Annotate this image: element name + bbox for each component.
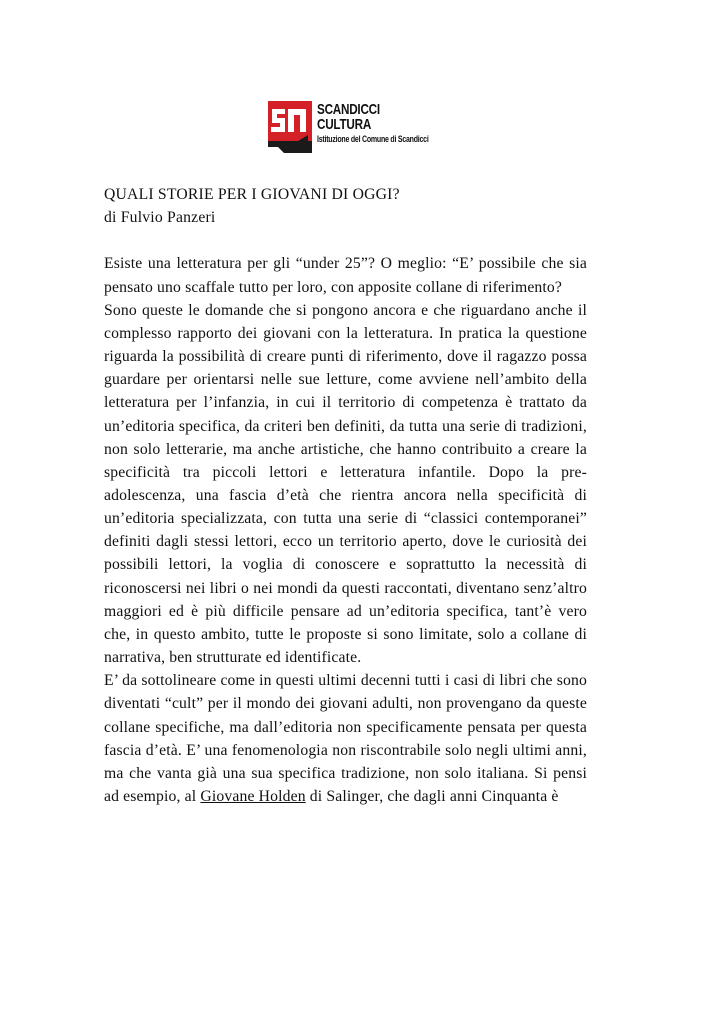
book-title-link[interactable]: Giovane Holden [200,788,306,806]
spacer [104,229,587,252]
logo-name-line2: CULTURA [317,116,372,133]
scandicci-cultura-logo-mark-icon [268,101,312,153]
paragraph-3-text-before: E’ da sottolineare come in questi ultimi decenni tutti i casi di libri che sono diventati “cult” per il mondo dei giovani adulti, non provengano da queste collane specifiche, ma dall’editoria non specificamente pensata per questa fascia d’età. E’ una fenomenologia non riscontrabile solo negli ultimi anni, ma che vanta già una sua specifica tradizione, non solo italiana. Si pensi ad esempio, al [104,672,587,806]
article-body [104,183,587,808]
paragraph-3-text-after: di Salinger, che dagli anni Cinquanta è [305,788,559,806]
paragraph-2: Sono queste le domande che si pongono ancora e che riguardano anche il complesso rapporto dei giovani con la letteratura. In pratica la questione riguarda la possibilità di creare punti di riferimento, dove il ragazzo possa guardare per orientarsi nelle sue letture, come avviene nell’ambito della letteratura per l’infanzia, in cui il territorio di competenza è trattato da un’editoria specifica, da criteri ben definiti, da tutta una serie di tradizioni, non solo letterarie, ma anche artistiche, che hanno contribuito a creare la specificità tra piccoli lettori e letteratura infantile. Dopo la pre-adolescenza, una fascia d’età che rientra ancora nella specificità di un’editoria specializzata, con tutta una serie di “classici contemporanei” definiti dagli stessi lettori, ecco un territorio aperto, dove le curiosità dei possibili lettori, la voglia di conoscere e soprattutto la necessità di riconoscersi nei libri o nei mondi da questi raccontati, diventano senz’altro maggiori ed è più difficile pensare ad un’editoria specifica, tant’è vero che, in questo ambito, tutte le proposte si sono limitate, solo a collane di narrativa, ben strutturate ed identificate. [104,301,587,667]
article-author: di Fulvio Panzeri [104,209,216,227]
paragraph-3 [104,669,587,808]
article-title: QUALI STORIE PER I GIOVANI DI OGGI? [104,186,400,203]
logo-text [317,102,429,145]
paragraph-1: Esiste una letteratura per gli “under 25”? O meglio: “E’ possibile che sia pensato uno scaffale tutto per loro, con apposite collane di riferimento? [104,255,587,296]
logo-name-line1: SCANDICCI [317,101,380,118]
scandicci-cultura-logo [268,101,428,157]
logo-subtitle: Istituzione del Comune di Scandicci [317,134,429,144]
